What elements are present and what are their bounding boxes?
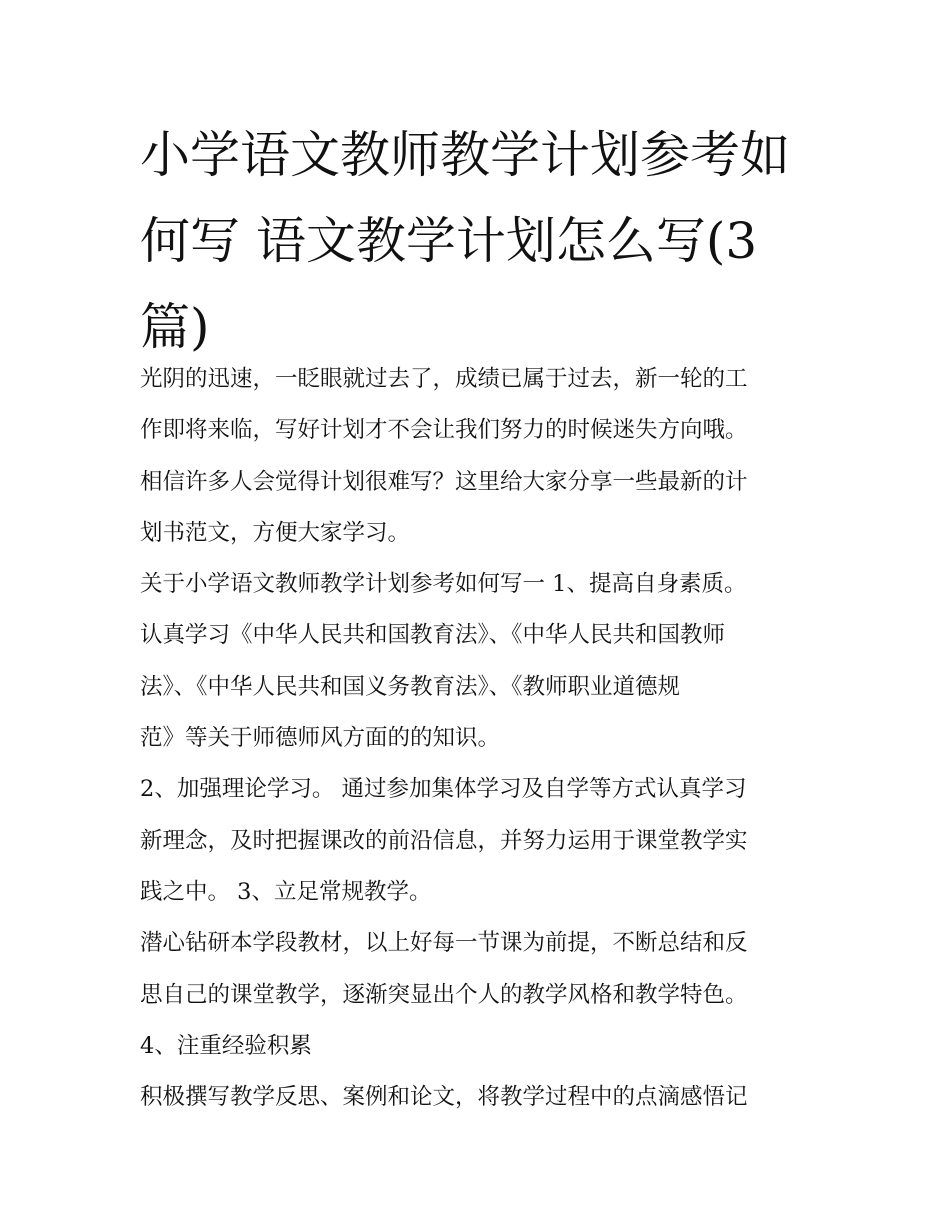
body-line: 作即将来临，写好计划才不会让我们努力的时候迷失方向哦。: [140, 417, 748, 444]
body-line: 新理念，及时把握课改的前沿信息，并努力运用于课堂教学实: [140, 827, 748, 854]
body-line: 法》、《中华人民共和国义务教育法》、《教师职业道德规: [140, 673, 681, 700]
body-line: 思自己的课堂教学，逐渐突显出个人的教学风格和教学特色。: [140, 981, 748, 1008]
body-line: 积极撰写教学反思、案例和论文，将教学过程中的点滴感悟记: [140, 1084, 748, 1111]
title-line: 何写 语文教学计划怎么写(3: [140, 212, 758, 270]
body-line: 关于小学语文教师教学计划参考如何写一 1、提高自身素质。: [140, 571, 747, 598]
body-line: 光阴的迅速，一眨眼就过去了，成绩已属于过去，新一轮的工: [140, 366, 748, 392]
body-line: 范》等关于师德师风方面的的知识。: [140, 725, 501, 752]
document-body: [140, 354, 820, 1123]
title-line: 篇): [140, 298, 210, 356]
body-line: 划书范文，方便大家学习。: [140, 519, 411, 546]
body-line: 潜心钻研本学段教材，以上好每一节课为前提，不断总结和反: [140, 930, 748, 957]
body-line: 2、加强理论学习。 通过参加集体学习及自学等方式认真学习: [140, 776, 747, 803]
body-line: 4、注重经验积累: [140, 1032, 312, 1059]
title-line: 小学语文教师教学计划参考如: [140, 126, 790, 184]
body-line: 践之中。 3、立足常规教学。: [140, 878, 432, 905]
document-title: [140, 112, 820, 370]
body-line: 认真学习《中华人民共和国教育法》、《中华人民共和国教师: [140, 622, 726, 649]
body-line: 相信许多人会觉得计划很难写？这里给大家分享一些最新的计: [140, 468, 748, 495]
